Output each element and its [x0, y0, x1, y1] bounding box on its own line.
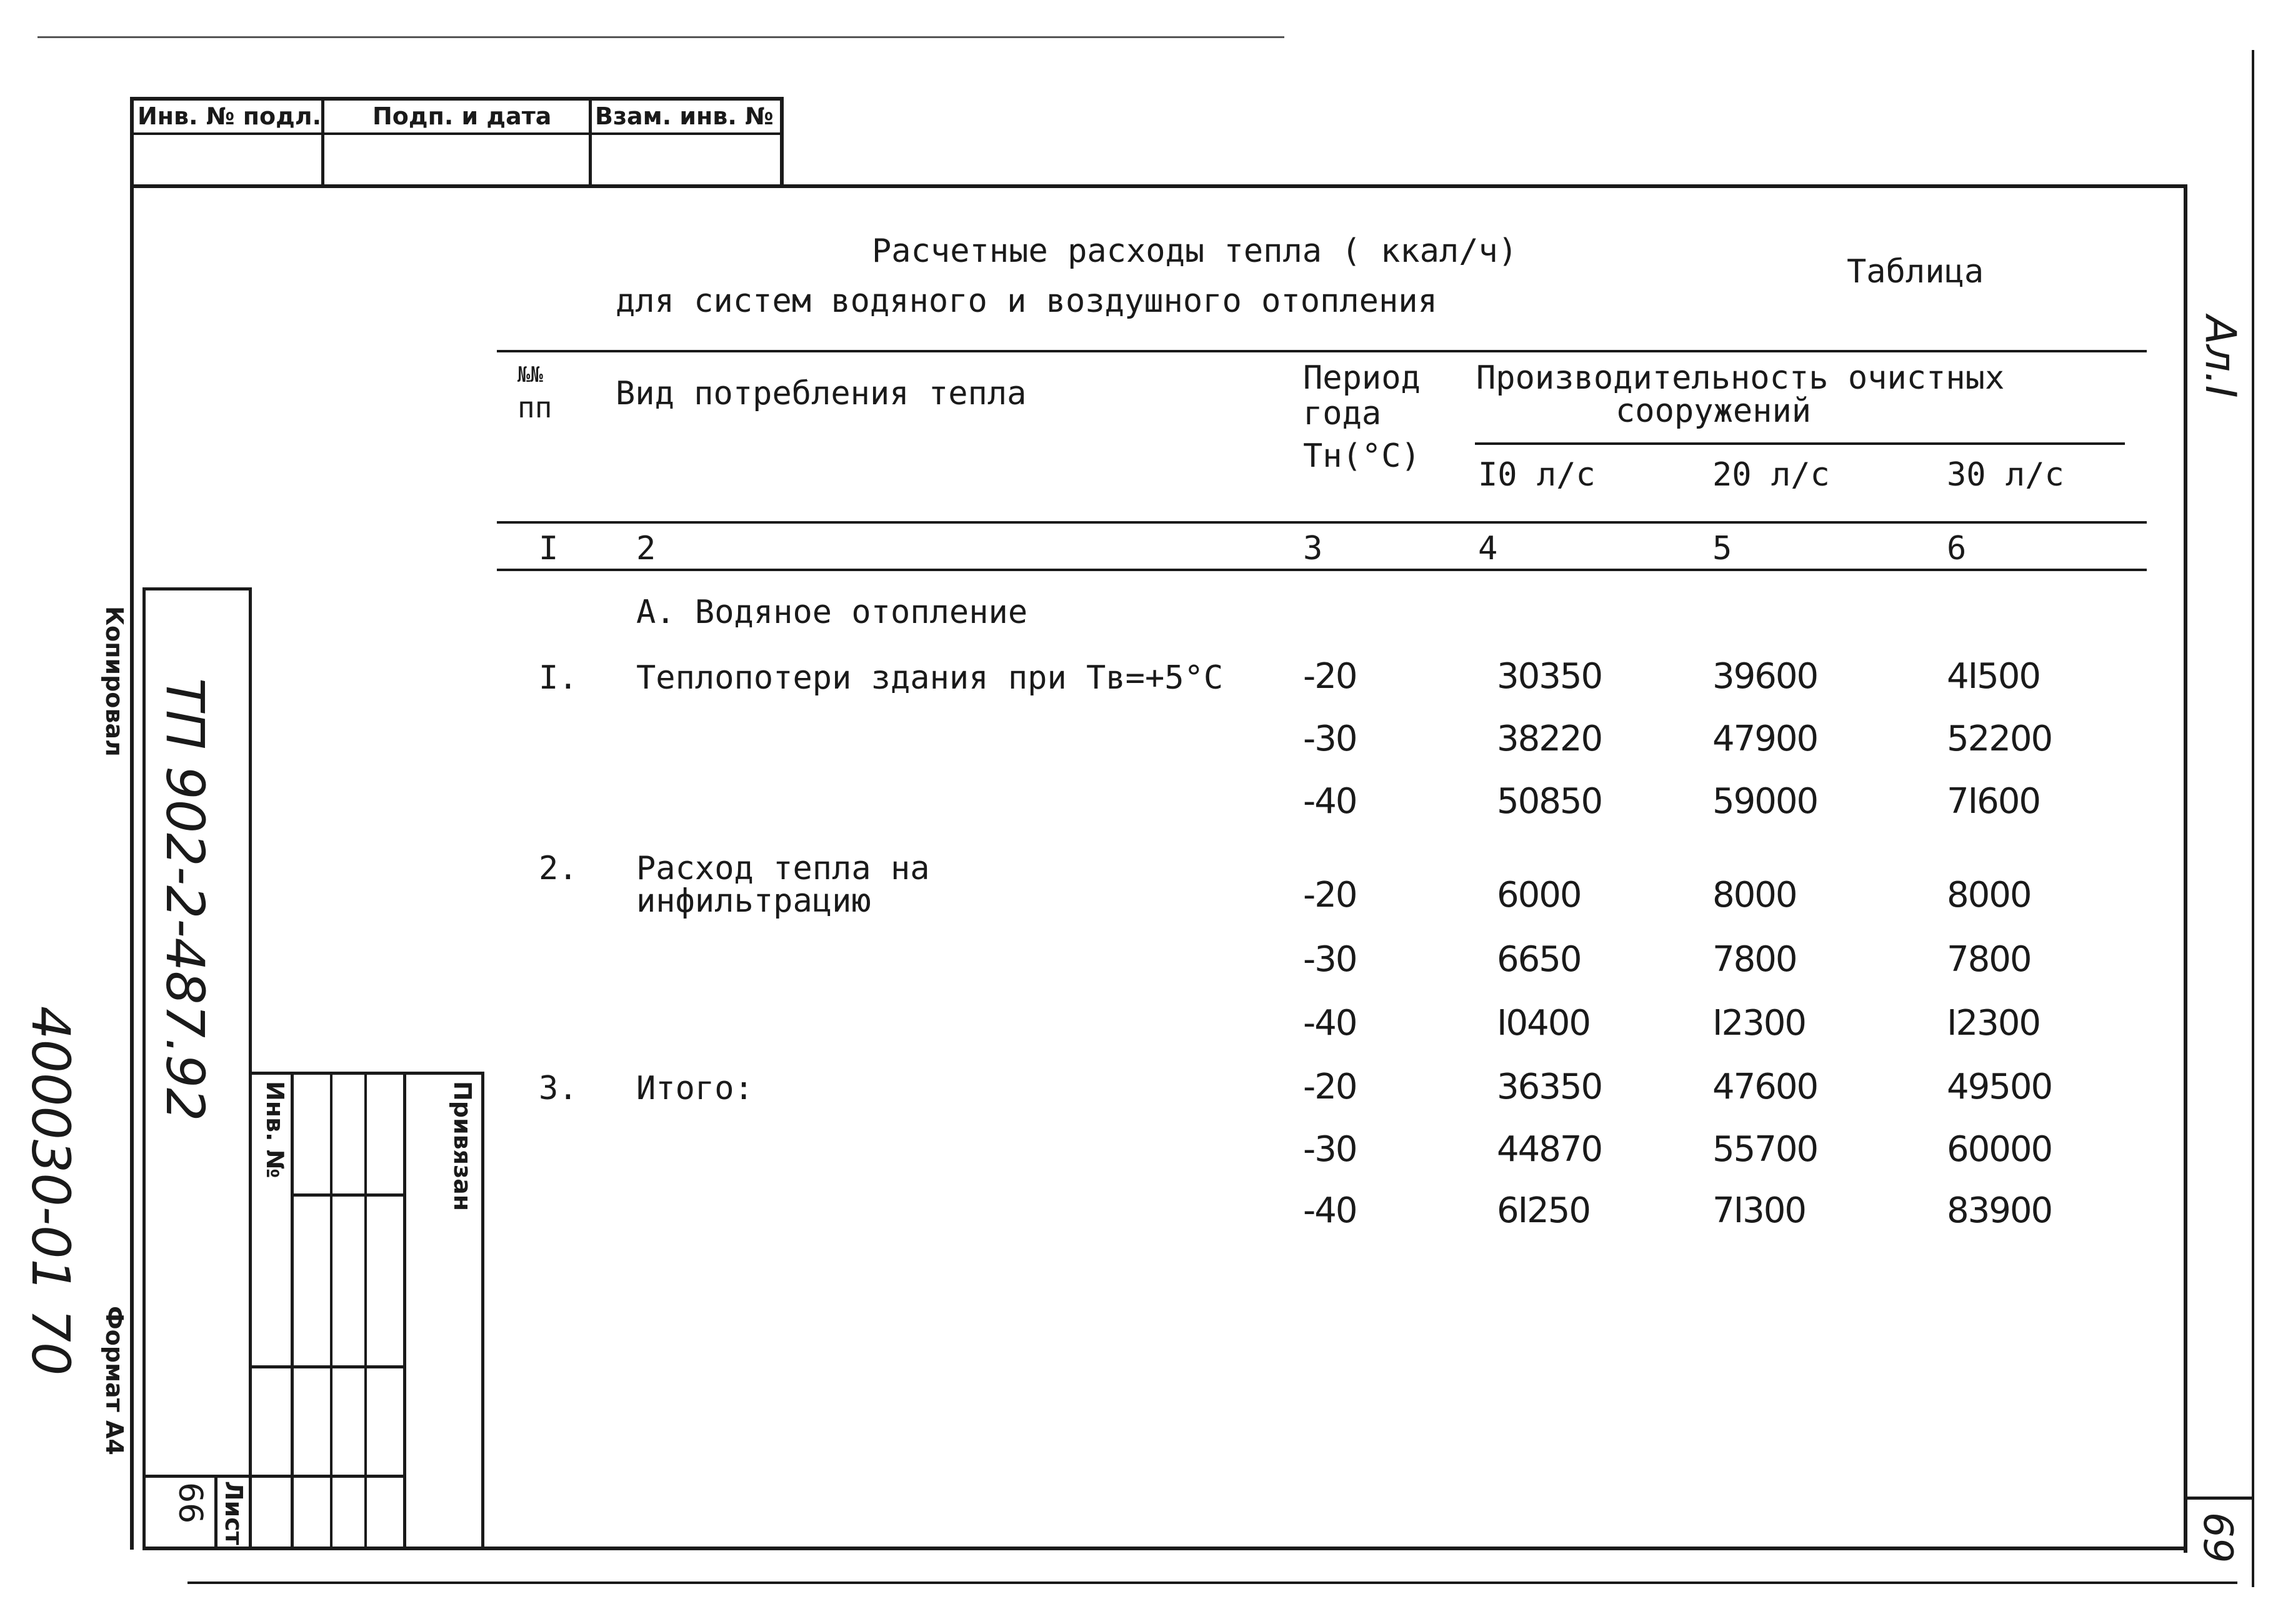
row-1-period-2: -30 [1303, 719, 1357, 759]
album-code: Ал.I [2196, 316, 2245, 398]
row-2-label-2: инфильтрацию [636, 882, 871, 920]
col-index-1: I [539, 530, 559, 567]
grid-v4 [403, 1072, 406, 1550]
row-2-v10-2: 6650 [1497, 939, 1581, 980]
row-3-v20-2: 55700 [1712, 1129, 1818, 1170]
strip-left [142, 587, 146, 1550]
grid-h1 [291, 1193, 406, 1197]
row-2-period-1: -20 [1303, 875, 1357, 915]
col-cap-20: 20 л/с [1712, 456, 1830, 494]
row-2-num: 2. [539, 850, 578, 887]
row-1-v10-1: 30350 [1497, 656, 1602, 697]
col-cap-30: 30 л/с [1947, 456, 2064, 494]
strip-list-sep [142, 1475, 252, 1478]
archive-code: 400030-01 70 [20, 1006, 81, 1376]
format-label: Формат А4 [101, 1306, 128, 1455]
stamp-vzam-inv: Взам. инв. № [595, 102, 774, 130]
table-label: Таблица [1847, 253, 1984, 291]
list-label: Лист [220, 1481, 247, 1545]
row-2-v30-1: 8000 [1947, 875, 2031, 915]
col-num-line2: пп [517, 391, 552, 424]
inv-no-label: Инв. № [261, 1081, 289, 1178]
table-rule-capacity [1475, 442, 2125, 445]
row-3-v20-1: 47600 [1712, 1067, 1818, 1107]
row-2-v10-1: 6000 [1497, 875, 1581, 915]
strip-top [142, 587, 252, 590]
stamp-div1 [321, 97, 324, 187]
grid-v5 [481, 1072, 484, 1550]
row-2-v20-3: I2300 [1712, 1003, 1806, 1044]
row-1-v30-3: 7I600 [1947, 781, 2041, 822]
title-line-2: для систем водяного и воздушного отопления [616, 282, 1437, 320]
col-capacity-line1: Производительность очистных [1476, 359, 2005, 397]
frame-left [130, 97, 134, 1550]
frame-right [2184, 184, 2187, 1553]
row-1-v30-1: 4I500 [1947, 656, 2041, 697]
strip-inner-right [214, 1475, 217, 1550]
list-number: 66 [171, 1482, 209, 1524]
row-3-v20-3: 7I300 [1712, 1190, 1806, 1231]
grid-v2 [330, 1072, 332, 1550]
row-1-v10-3: 50850 [1497, 781, 1602, 822]
row-1-v20-1: 39600 [1712, 656, 1818, 697]
row-1-num: I. [539, 659, 578, 697]
kopiroval-label: Копировал [101, 606, 128, 757]
grid-v3 [364, 1072, 367, 1550]
row-2-v20-1: 8000 [1712, 875, 1797, 915]
row-3-v10-1: 36350 [1497, 1067, 1602, 1107]
section-a-title: А. Водяное отопление [636, 594, 1028, 631]
frame-bottom [142, 1547, 2187, 1550]
row-1-v10-2: 38220 [1497, 719, 1602, 759]
grid-v1 [291, 1072, 294, 1550]
row-3-v30-1: 49500 [1947, 1067, 2052, 1107]
col-period-line3: Тн(°С) [1303, 437, 1421, 475]
right-outer-line [2252, 50, 2254, 1587]
col-num-line1: №№ [517, 362, 543, 387]
col-index-6: 6 [1947, 530, 1967, 567]
strip-outer-right [249, 587, 252, 1550]
table-rule-header-bottom [497, 521, 2147, 524]
frame-top [130, 184, 2186, 188]
row-3-period-3: -40 [1303, 1190, 1357, 1231]
page-number: 69 [2194, 1512, 2241, 1563]
top-scan-line [37, 36, 1284, 38]
row-3-period-2: -30 [1303, 1129, 1357, 1170]
row-3-v10-2: 44870 [1497, 1129, 1602, 1170]
row-1-period-1: -20 [1303, 656, 1357, 697]
stamp-top [130, 97, 783, 101]
row-1-v20-2: 47900 [1712, 719, 1818, 759]
row-2-v10-3: I0400 [1497, 1003, 1591, 1044]
row-3-period-1: -20 [1303, 1067, 1357, 1107]
stamp-right [780, 97, 784, 187]
row-3-num: 3. [539, 1070, 578, 1107]
col-cap-10: I0 л/с [1478, 456, 1596, 494]
row-2-v20-2: 7800 [1712, 939, 1797, 980]
col-capacity-line2: сооружений [1616, 392, 1812, 430]
row-2-v30-3: I2300 [1947, 1003, 2041, 1044]
col-index-4: 4 [1478, 530, 1498, 567]
row-3-v30-3: 83900 [1947, 1190, 2052, 1231]
col-period-line1: Период [1303, 359, 1421, 397]
col-kind: Вид потребления тепла [616, 375, 1027, 412]
row-3-label: Итого: [636, 1070, 754, 1107]
row-1-period-3: -40 [1303, 781, 1357, 822]
grid-h2 [249, 1365, 406, 1368]
bottom-outer-line [187, 1582, 2237, 1584]
row-2-period-2: -30 [1303, 939, 1357, 980]
row-2-period-3: -40 [1303, 1003, 1357, 1044]
stamp-mid [130, 132, 783, 135]
row-3-v10-3: 6I250 [1497, 1190, 1591, 1231]
table-rule-index-bottom [497, 569, 2147, 571]
privyazan-label: Привязан [449, 1081, 476, 1212]
page-box-top [2184, 1497, 2254, 1500]
table-rule-top [497, 350, 2147, 352]
row-2-v30-2: 7800 [1947, 939, 2031, 980]
row-1-label: Теплопотери здания при Тв=+5°С [636, 659, 1224, 697]
grid-h3 [249, 1475, 406, 1478]
stamp-inv-podl: Инв. № подл. [137, 102, 322, 130]
row-1-v20-3: 59000 [1712, 781, 1818, 822]
project-code: ТП 902-2-487.92 [154, 678, 216, 1122]
row-2-label-1: Расход тепла на [636, 850, 930, 887]
col-period-line2: года [1303, 395, 1382, 432]
col-index-5: 5 [1712, 530, 1732, 567]
col-index-3: 3 [1303, 530, 1323, 567]
col-index-2: 2 [636, 530, 656, 567]
stamp-div2 [589, 97, 592, 187]
row-1-v30-2: 52200 [1947, 719, 2052, 759]
row-3-v30-2: 60000 [1947, 1129, 2052, 1170]
title-line-1: Расчетные расходы тепла ( ккал/ч) [872, 232, 1518, 270]
stamp-podp-data: Подп. и дата [372, 102, 552, 130]
